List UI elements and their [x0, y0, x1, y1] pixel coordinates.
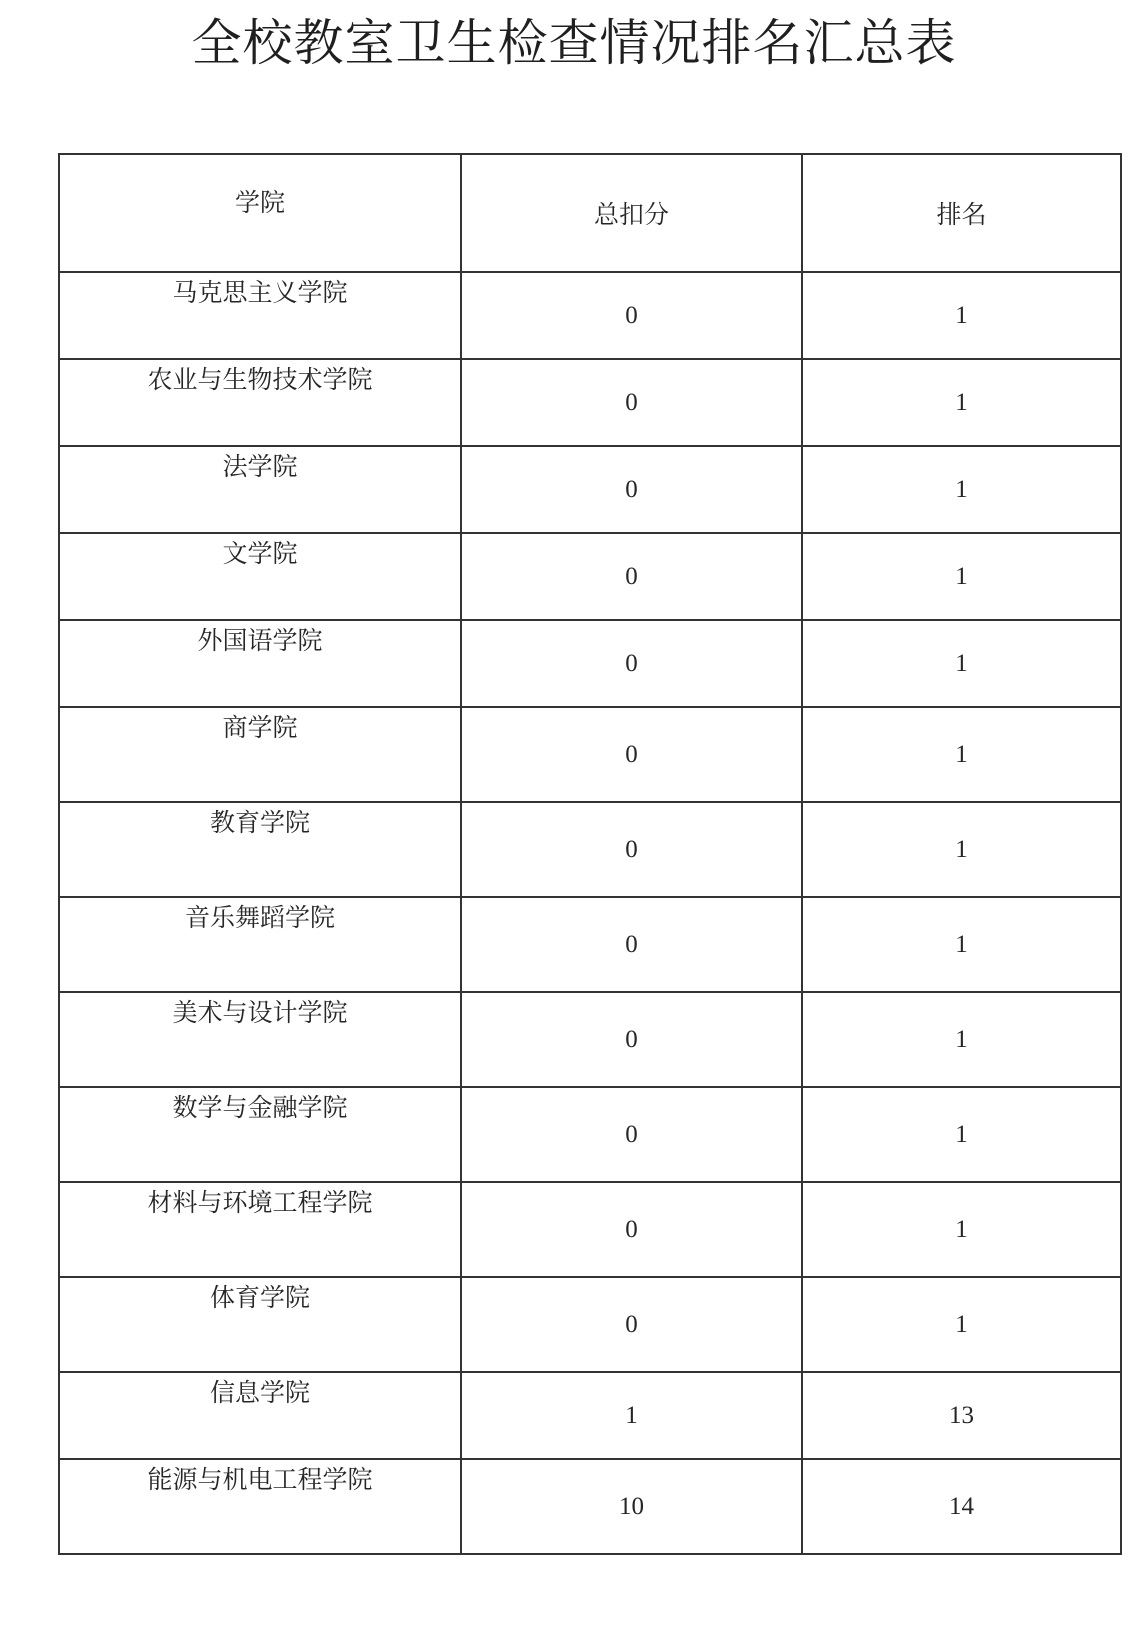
college-cell: 数学与金融学院 [59, 1087, 461, 1182]
table-row [59, 1087, 1121, 1182]
deduction-cell: 0 [461, 533, 802, 620]
table-row [59, 446, 1121, 533]
rank-cell: 1 [802, 897, 1121, 992]
table-row [59, 1182, 1121, 1277]
deduction-cell: 0 [461, 1087, 802, 1182]
deduction-cell: 0 [461, 992, 802, 1087]
header-deduction: 总扣分 [461, 154, 802, 272]
deduction-cell: 0 [461, 359, 802, 446]
college-cell: 教育学院 [59, 802, 461, 897]
header-rank: 排名 [802, 154, 1121, 272]
table-row [59, 1277, 1121, 1372]
table-row [59, 620, 1121, 707]
rank-cell: 1 [802, 1087, 1121, 1182]
college-cell: 文学院 [59, 533, 461, 620]
table-row [59, 1372, 1121, 1459]
rank-cell: 1 [802, 992, 1121, 1087]
page-title: 全校教室卫生检查情况排名汇总表 [191, 14, 957, 72]
college-cell: 信息学院 [59, 1372, 461, 1459]
deduction-cell: 1 [461, 1372, 802, 1459]
table-row [59, 802, 1121, 897]
college-cell: 材料与环境工程学院 [59, 1182, 461, 1277]
deduction-cell: 0 [461, 1277, 802, 1372]
rank-cell: 1 [802, 446, 1121, 533]
college-cell: 农业与生物技术学院 [59, 359, 461, 446]
deduction-cell: 0 [461, 620, 802, 707]
rank-cell: 1 [802, 1277, 1121, 1372]
deduction-cell: 0 [461, 802, 802, 897]
deduction-cell: 0 [461, 446, 802, 533]
rank-cell: 1 [802, 272, 1121, 359]
table-row [59, 1459, 1121, 1554]
rank-cell: 1 [802, 620, 1121, 707]
header-college: 学院 [59, 154, 461, 272]
college-cell: 商学院 [59, 707, 461, 802]
rank-cell: 1 [802, 359, 1121, 446]
deduction-cell: 0 [461, 707, 802, 802]
rank-cell: 1 [802, 533, 1121, 620]
deduction-cell: 0 [461, 897, 802, 992]
table-row [59, 533, 1121, 620]
table-row [59, 707, 1121, 802]
college-cell: 外国语学院 [59, 620, 461, 707]
table-header-row [59, 154, 1121, 272]
deduction-cell: 0 [461, 272, 802, 359]
rank-cell: 14 [802, 1459, 1121, 1554]
rank-cell: 13 [802, 1372, 1121, 1459]
table-row [59, 359, 1121, 446]
college-cell: 法学院 [59, 446, 461, 533]
rank-cell: 1 [802, 802, 1121, 897]
college-cell: 马克思主义学院 [59, 272, 461, 359]
rank-cell: 1 [802, 707, 1121, 802]
college-cell: 美术与设计学院 [59, 992, 461, 1087]
rank-cell: 1 [802, 1182, 1121, 1277]
college-cell: 体育学院 [59, 1277, 461, 1372]
deduction-cell: 10 [461, 1459, 802, 1554]
table-row [59, 272, 1121, 359]
table-row [59, 897, 1121, 992]
college-cell: 音乐舞蹈学院 [59, 897, 461, 992]
table-row [59, 992, 1121, 1087]
college-cell: 能源与机电工程学院 [59, 1459, 461, 1554]
ranking-table [58, 153, 1122, 1555]
deduction-cell: 0 [461, 1182, 802, 1277]
